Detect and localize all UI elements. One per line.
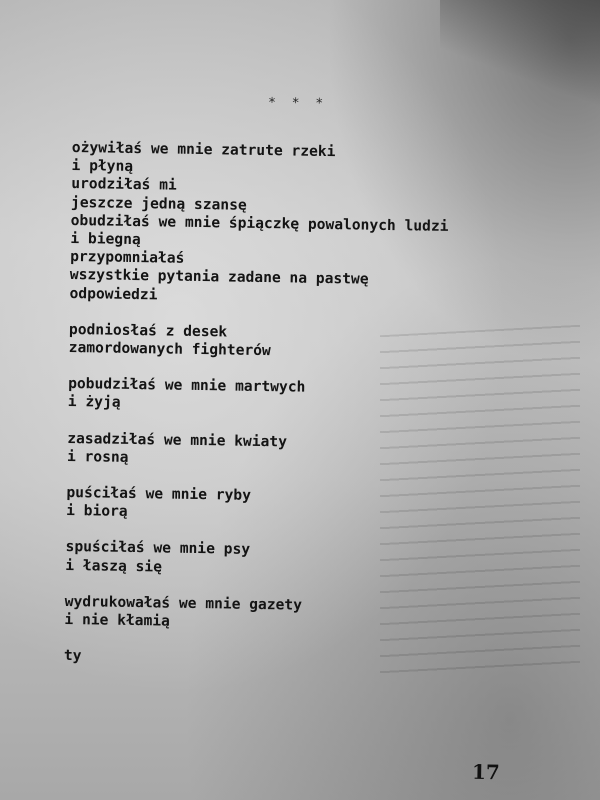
poem-line: puściłaś we mnie ryby [66, 484, 252, 504]
poem-line: zasadziłaś we mnie kwiaty [67, 429, 288, 451]
stanza-5 [66, 484, 497, 527]
page-corner-shadow [440, 0, 600, 120]
stanza-6 [65, 538, 496, 581]
poem-line: urodziłaś mi [71, 175, 177, 195]
page-number: 17 [471, 759, 501, 785]
poem-line: i żyją [67, 393, 121, 412]
poem-line: i łaszą się [65, 556, 163, 576]
poem-line: i nie kłamią [64, 611, 171, 630]
poem-line: ty [63, 647, 82, 665]
poem-line: pobudziłaś we mnie martwych [68, 375, 306, 396]
poem-line: spuściłaś we mnie psy [65, 538, 251, 559]
poem-line: ożywiłaś we mnie zatrute rzeki [71, 139, 336, 161]
poem-line: podniosłaś z desek [68, 320, 228, 341]
poem-line: wszystkie pytania zadane na pastwę [69, 266, 369, 289]
stanza-4 [67, 430, 498, 473]
stanza-8 [64, 647, 494, 672]
poem-line: i rosną [66, 447, 129, 466]
poem-line: i płyną [71, 157, 134, 176]
poem-line: zamordowanych fighterów [68, 339, 271, 360]
section-ornament: * * * [267, 95, 328, 112]
poem-line: i biegną [70, 230, 141, 249]
poem-line: odpowiedzi [69, 284, 158, 303]
poem-line: i biorą [66, 502, 128, 521]
poem-line: przypomniałaś [70, 248, 185, 267]
poem-line: obudziłaś we mnie śpiączkę powalonych ludzi [70, 211, 449, 235]
stanza-2 [69, 321, 500, 364]
stanza-7 [64, 593, 495, 636]
poem-line: wydrukowałaś we mnie gazety [64, 592, 303, 614]
stanza-1 [69, 139, 502, 310]
stanza-3 [68, 375, 499, 418]
poem-line: jeszcze jedną szansę [70, 193, 247, 214]
poem-body [63, 139, 501, 690]
